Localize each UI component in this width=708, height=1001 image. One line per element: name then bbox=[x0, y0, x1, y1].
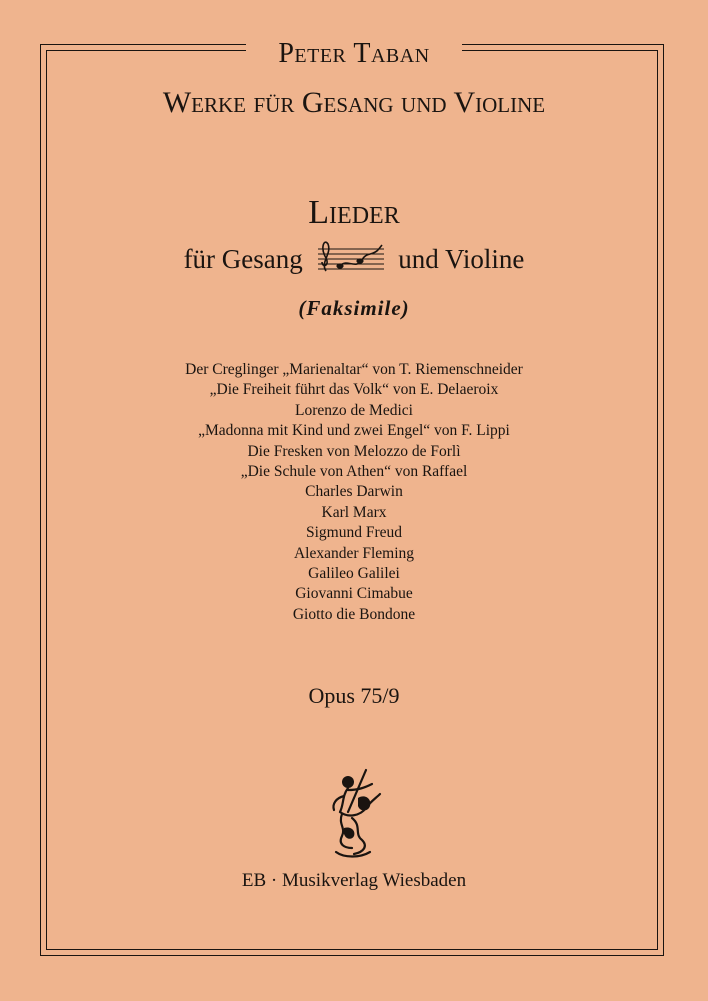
list-item: „Madonna mit Kind und zwei Engel“ von F. Lippi bbox=[198, 422, 510, 440]
contents-list bbox=[0, 360, 708, 625]
series-title: Werke für Gesang und Violine bbox=[162, 86, 546, 119]
main-title: Lieder bbox=[308, 194, 400, 231]
list-item: Der Creglinger „Marienaltar“ von T. Riemenschneider bbox=[185, 361, 523, 378]
list-item: „Die Schule von Athen“ von Raffael bbox=[240, 463, 468, 481]
list-item: Alexander Fleming bbox=[293, 544, 415, 562]
subtitle-right: und Violine bbox=[398, 244, 525, 274]
list-item: Galileo Galilei bbox=[308, 565, 400, 583]
list-item: „Die Freiheit führt das Volk“ von E. Delaeroix bbox=[209, 381, 499, 399]
list-item: Lorenzo de Medici bbox=[295, 401, 413, 419]
violinist-figure-icon bbox=[318, 768, 390, 865]
opus-number: Opus 75/9 bbox=[308, 683, 400, 708]
list-item: Giovanni Cimabue bbox=[295, 585, 413, 603]
list-item: Sigmund Freud bbox=[305, 524, 403, 542]
publisher: EB · Musikverlag Wiesbaden bbox=[241, 870, 467, 891]
list-item: Charles Darwin bbox=[305, 483, 403, 501]
list-item: Die Fresken von Melozzo de Forlì bbox=[247, 442, 461, 460]
list-item: Karl Marx bbox=[321, 503, 387, 521]
subtitle bbox=[0, 240, 708, 279]
subtitle-left: für Gesang bbox=[183, 244, 303, 274]
music-staff-icon bbox=[316, 240, 386, 279]
list-item: Giotto die Bondone bbox=[292, 605, 416, 623]
composer-name: Peter Taban bbox=[278, 38, 430, 69]
faksimile-note: (Faksimile) bbox=[298, 296, 410, 320]
